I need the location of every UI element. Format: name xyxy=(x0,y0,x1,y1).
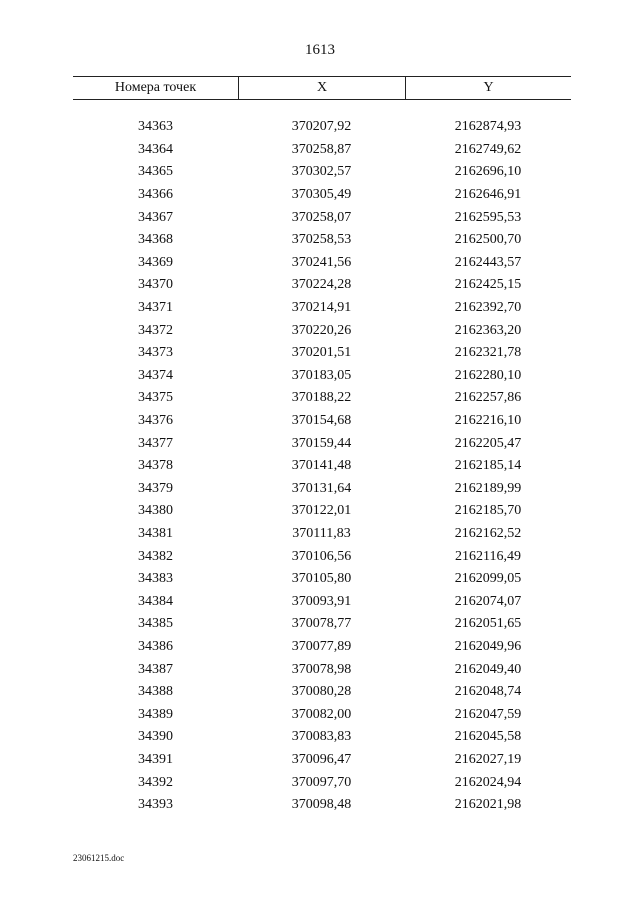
y-coordinate: 2162646,91 xyxy=(454,187,522,203)
point-number: 34381 xyxy=(138,525,173,541)
point-number: 34388 xyxy=(138,684,173,700)
table-row xyxy=(73,410,571,433)
table-row xyxy=(73,703,571,726)
y-coordinate: 2162185,70 xyxy=(454,503,522,519)
table-row xyxy=(73,139,571,162)
x-coordinate: 370098,48 xyxy=(291,797,352,813)
table-row xyxy=(73,161,571,184)
table-row xyxy=(73,252,571,275)
table-row xyxy=(73,545,571,568)
x-coordinate: 370083,83 xyxy=(291,729,352,745)
y-coordinate: 2162189,99 xyxy=(454,480,522,496)
y-coordinate: 2162443,57 xyxy=(454,254,522,270)
point-number: 34382 xyxy=(138,548,173,564)
point-number: 34384 xyxy=(138,593,173,609)
point-number: 34375 xyxy=(138,390,173,406)
table-row xyxy=(73,658,571,681)
point-number: 34385 xyxy=(138,616,173,632)
table-row xyxy=(73,432,571,455)
point-number: 34376 xyxy=(138,413,173,429)
x-coordinate: 370159,44 xyxy=(291,435,352,451)
point-number: 34370 xyxy=(138,277,173,293)
x-coordinate: 370224,28 xyxy=(291,277,352,293)
y-coordinate: 2162048,74 xyxy=(454,684,522,700)
y-coordinate: 2162280,10 xyxy=(454,367,522,383)
y-coordinate: 2162045,58 xyxy=(454,729,522,745)
header-y: Y xyxy=(483,80,494,95)
y-coordinate: 2162051,65 xyxy=(454,616,522,632)
point-number: 34391 xyxy=(138,751,173,767)
point-number: 34374 xyxy=(138,367,173,383)
point-number: 34366 xyxy=(138,187,173,203)
y-coordinate: 2162425,15 xyxy=(454,277,522,293)
y-coordinate: 2162021,98 xyxy=(454,797,522,813)
table-row xyxy=(73,681,571,704)
x-coordinate: 370077,89 xyxy=(291,638,352,654)
y-coordinate: 2162049,96 xyxy=(454,638,522,654)
x-coordinate: 370141,48 xyxy=(291,458,352,474)
y-coordinate: 2162595,53 xyxy=(454,209,522,225)
table-row xyxy=(73,274,571,297)
table-body xyxy=(73,116,571,816)
table-row xyxy=(73,636,571,659)
y-coordinate: 2162162,52 xyxy=(454,525,522,541)
point-number: 34380 xyxy=(138,503,173,519)
y-coordinate: 2162099,05 xyxy=(454,571,522,587)
x-coordinate: 370106,56 xyxy=(291,548,352,564)
point-number: 34378 xyxy=(138,458,173,474)
y-coordinate: 2162185,14 xyxy=(454,458,522,474)
table-row xyxy=(73,749,571,772)
table-row xyxy=(73,387,571,410)
x-coordinate: 370122,01 xyxy=(291,503,352,519)
table-row xyxy=(73,478,571,501)
y-coordinate: 2162049,40 xyxy=(454,661,522,677)
point-number: 34365 xyxy=(138,164,173,180)
x-coordinate: 370220,26 xyxy=(291,322,352,338)
x-coordinate: 370258,53 xyxy=(291,232,352,248)
point-number: 34368 xyxy=(138,232,173,248)
x-coordinate: 370096,47 xyxy=(291,751,352,767)
table-row xyxy=(73,613,571,636)
y-coordinate: 2162047,59 xyxy=(454,706,522,722)
x-coordinate: 370093,91 xyxy=(291,593,352,609)
y-coordinate: 2162392,70 xyxy=(454,300,522,316)
point-number: 34369 xyxy=(138,254,173,270)
x-coordinate: 370188,22 xyxy=(291,390,352,406)
x-coordinate: 370082,00 xyxy=(291,706,352,722)
x-coordinate: 370201,51 xyxy=(291,345,352,361)
x-coordinate: 370258,87 xyxy=(291,141,352,157)
y-coordinate: 2162257,86 xyxy=(454,390,522,406)
point-number: 34372 xyxy=(138,322,173,338)
table-row xyxy=(73,116,571,139)
table-row xyxy=(73,771,571,794)
x-coordinate: 370154,68 xyxy=(291,413,352,429)
x-coordinate: 370302,57 xyxy=(291,164,352,180)
y-coordinate: 2162749,62 xyxy=(454,141,522,157)
x-coordinate: 370078,98 xyxy=(291,661,352,677)
x-coordinate: 370183,05 xyxy=(291,367,352,383)
point-number: 34390 xyxy=(138,729,173,745)
point-number: 34392 xyxy=(138,774,173,790)
y-coordinate: 2162074,07 xyxy=(454,593,522,609)
y-coordinate: 2162216,10 xyxy=(454,413,522,429)
y-coordinate: 2162116,49 xyxy=(455,548,521,564)
y-coordinate: 2162024,94 xyxy=(454,774,522,790)
header-x: X xyxy=(239,77,406,99)
table-row xyxy=(73,229,571,252)
x-coordinate: 370097,70 xyxy=(291,774,352,790)
x-coordinate: 370258,07 xyxy=(291,209,352,225)
y-coordinate: 2162027,19 xyxy=(454,751,522,767)
table-row xyxy=(73,184,571,207)
x-coordinate: 370111,83 xyxy=(292,525,351,541)
x-coordinate: 370078,77 xyxy=(291,616,352,632)
x-coordinate: 370305,49 xyxy=(291,187,352,203)
x-coordinate: 370207,92 xyxy=(291,119,352,135)
point-number: 34379 xyxy=(138,480,173,496)
y-coordinate: 2162321,78 xyxy=(454,345,522,361)
point-number: 34386 xyxy=(138,638,173,654)
x-coordinate: 370105,80 xyxy=(291,571,352,587)
table-row xyxy=(73,726,571,749)
x-coordinate: 370214,91 xyxy=(291,300,352,316)
table-row xyxy=(73,590,571,613)
point-number: 34383 xyxy=(138,571,173,587)
table-row xyxy=(73,455,571,478)
x-coordinate: 370131,64 xyxy=(291,480,352,496)
table-row xyxy=(73,297,571,320)
table-row xyxy=(73,319,571,342)
y-coordinate: 2162500,70 xyxy=(454,232,522,248)
table-row xyxy=(73,342,571,365)
table-row xyxy=(73,206,571,229)
point-number: 34377 xyxy=(138,435,173,451)
point-number: 34367 xyxy=(138,209,173,225)
point-number: 34364 xyxy=(138,141,173,157)
point-number: 34393 xyxy=(138,797,173,813)
x-coordinate: 370080,28 xyxy=(291,684,352,700)
y-coordinate: 2162205,47 xyxy=(454,435,522,451)
table-row xyxy=(73,794,571,817)
table-row xyxy=(73,568,571,591)
y-coordinate: 2162363,20 xyxy=(454,322,522,338)
header-point-numbers: Номера точек xyxy=(73,77,239,99)
footer-filename: 23061215.doc xyxy=(73,853,125,863)
x-coordinate: 370241,56 xyxy=(291,254,352,270)
table-row xyxy=(73,365,571,388)
table-header xyxy=(73,76,571,100)
y-coordinate: 2162874,93 xyxy=(454,119,522,135)
point-number: 34389 xyxy=(138,706,173,722)
table-row xyxy=(73,500,571,523)
point-number: 34363 xyxy=(138,119,173,135)
point-number: 34387 xyxy=(138,661,173,677)
point-number: 34373 xyxy=(138,345,173,361)
page-number: 1613 xyxy=(305,42,335,58)
y-coordinate: 2162696,10 xyxy=(454,164,522,180)
point-number: 34371 xyxy=(138,300,173,316)
table-row xyxy=(73,523,571,546)
